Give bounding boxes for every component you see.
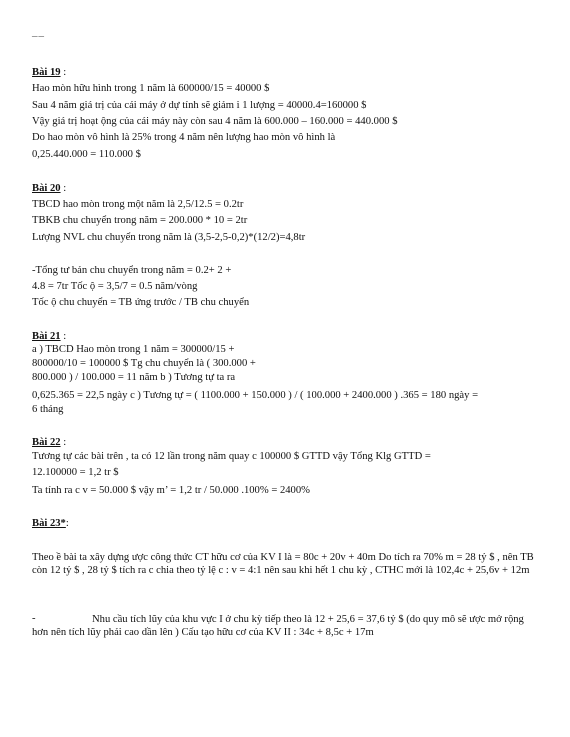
top-mark: __ xyxy=(32,26,45,38)
b19-line-3: Vậy giá trị hoạt ộng của cái máy này còn sau 4 năm là 600.000 – 160.000 = 440.000 $ xyxy=(32,116,398,127)
heading-bai-23 xyxy=(32,517,69,530)
b21-line-1: a ) TBCD Hao mòn trong 1 năm = 300000/15 + xyxy=(32,344,235,355)
b23-paragraph-1: Theo ề bài ta xây dựng ược công thức CT hữu cơ của KV I là = 80c + 20v + 40m Do tích ra 70% m = 28 tỷ $ , nên TB còn 12 tỷ $ , 28 tỷ $ tích ra c chia theo tỷ lệ c : v = 4:1 nên sau khi hết 1 chu kỳ , CTHC mới là 102,4c + 25,6v + 12m xyxy=(32,552,534,577)
heading-title: Bài 20 xyxy=(32,183,61,194)
b23-bullet-dash: - xyxy=(32,613,36,624)
b20-line-6: Tốc ộ chu chuyển = TB ứng trước / TB chu chuyển xyxy=(32,297,250,308)
heading-title: Bài 23* xyxy=(32,518,66,529)
heading-colon: : xyxy=(60,331,67,342)
heading-bai-19 xyxy=(32,66,66,79)
b20-line-2: TBKB chu chuyển trong năm = 200.000 * 10 = 2tr xyxy=(32,215,248,226)
b21-line-2: 800000/10 = 100000 $ Tg chu chuyển là ( 300.000 + xyxy=(32,358,256,369)
heading-colon: : xyxy=(60,183,67,194)
b19-line-4: Do hao mòn vô hình là 25% trong 4 năm nên lượng hao mòn vô hình là xyxy=(32,132,336,143)
heading-title: Bài 21 xyxy=(32,331,61,342)
b19-line-1: Hao mòn hữu hình trong 1 năm là 600000/15 = 40000 $ xyxy=(32,83,270,94)
heading-bai-22 xyxy=(32,436,66,449)
b21-line-5: 6 tháng xyxy=(32,404,64,415)
b20-line-1: TBCD hao mòn trong một năm là 2,5/12.5 = 0.2tr xyxy=(32,199,244,210)
b22-line-3: Ta tính ra c v = 50.000 $ vậy m’ = 1,2 tr / 50.000 .100% = 2400% xyxy=(32,485,310,496)
heading-colon: : xyxy=(60,437,67,448)
b22-line-2: 12.100000 = 1,2 tr $ xyxy=(32,467,119,478)
b21-line-4: 0,625.365 = 22,5 ngày c ) Tương tự = ( 1100.000 + 150.000 ) / ( 100.000 + 2400.000 ) .365 = 180 ngày = xyxy=(32,390,479,401)
b19-line-2: Sau 4 năm giá trị của cái máy ở dự tính sẽ giảm i 1 lượng = 40000.4=160000 $ xyxy=(32,100,367,111)
b20-line-5: 4.8 = 7tr Tốc ộ = 3,5/7 = 0.5 năm/vòng xyxy=(32,281,198,292)
heading-colon: : xyxy=(65,518,69,529)
b19-line-5: 0,25.440.000 = 110.000 $ xyxy=(32,149,141,160)
heading-title: Bài 19 xyxy=(32,67,61,78)
heading-bai-21 xyxy=(32,330,66,343)
b20-line-4: -Tổng tư bản chu chuyển trong năm = 0.2+ 2 + xyxy=(32,265,232,276)
heading-title: Bài 22 xyxy=(32,437,61,448)
b23-paragraph-2: Nhu cầu tích lũy của khu vực I ở chu kỳ tiếp theo là 12 + 25,6 = 37,6 tỷ $ (do quy mô sẽ ược mở rộng hơn nên tích lũy phải cao dần lên ) Cấu tạo hữu cơ của KV II : 34c + 8,5c + 17m xyxy=(32,614,524,639)
heading-bai-20 xyxy=(32,182,66,195)
b21-line-3: 800.000 ) / 100.000 = 11 năm b ) Tương tự ta ra xyxy=(32,372,236,383)
b22-line-1: Tương tự các bài trên , ta có 12 lần trong năm quay c 100000 $ GTTD vậy Tổng Klg GTTD = xyxy=(32,451,431,462)
heading-colon: : xyxy=(60,67,67,78)
b20-line-3: Lượng NVL chu chuyển trong năm là (3,5-2,5-0,2)*(12/2)=4,8tr xyxy=(32,232,306,243)
